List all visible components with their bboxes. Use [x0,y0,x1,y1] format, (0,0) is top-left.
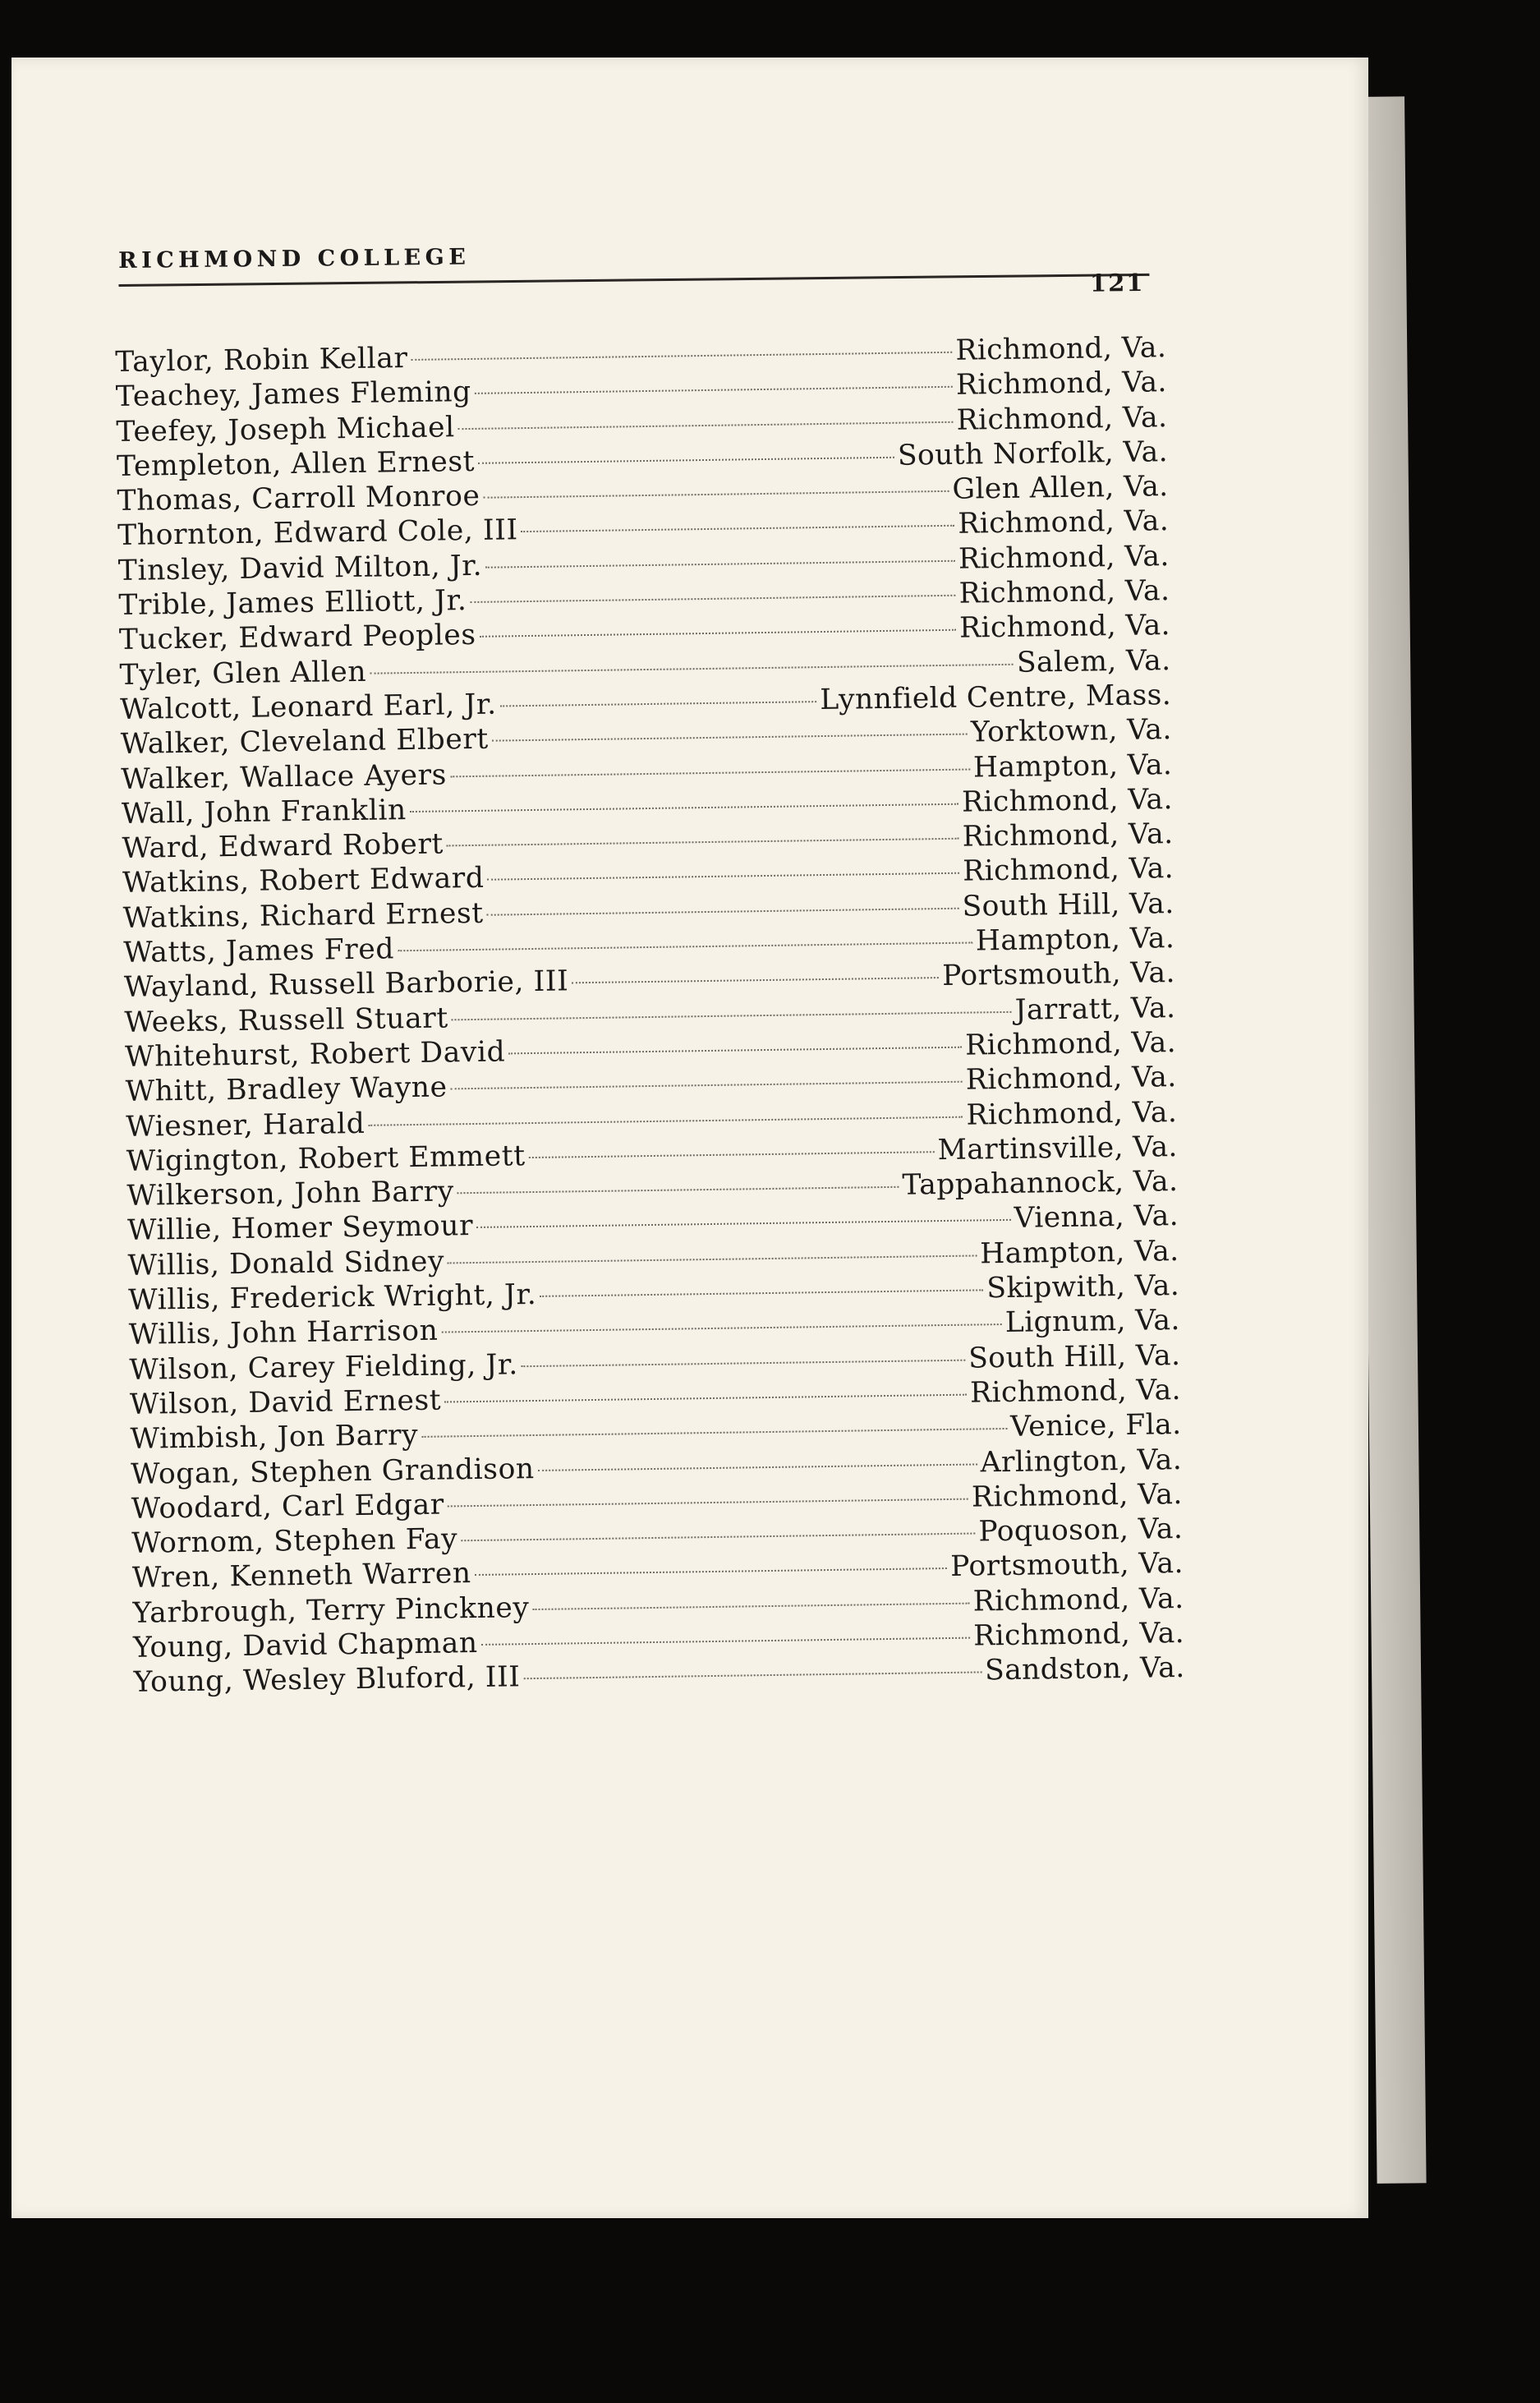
student-name: Teachey, James Fleming [115,375,472,414]
dot-leader [500,701,817,707]
dot-leader [457,1186,899,1195]
hometown: Richmond, Va. [958,609,1171,646]
student-name: Yarbrough, Terry Pinckney [132,1590,530,1630]
running-head-title: RICHMOND COLLEGE [118,244,471,274]
hometown: Richmond, Va. [971,1477,1183,1514]
student-name: Weeks, Russell Stuart [124,1001,449,1039]
hometown: Richmond, Va. [969,1373,1182,1410]
student-name: Walcott, Leonard Earl, Jr. [119,688,497,726]
dot-leader [458,421,954,429]
hometown: Vienna, Va. [1014,1199,1179,1236]
dot-leader [522,1359,966,1367]
hometown: Richmond, Va. [963,852,1175,889]
hometown: Skipwith, Va. [986,1269,1180,1305]
student-name: Wornom, Stephen Fay [131,1522,458,1560]
hometown: Richmond, Va. [972,1616,1185,1653]
dot-leader [524,1672,982,1680]
student-name: Woodard, Carl Edgar [131,1488,445,1526]
dot-leader [411,352,953,361]
hometown: South Norfolk, Va. [897,435,1169,472]
hometown: Richmond, Va. [966,1095,1178,1132]
student-name: Tyler, Glen Allen [119,655,367,692]
dot-leader [529,1151,935,1158]
hometown: South Hill, Va. [962,886,1175,923]
student-name: Templeton, Allen Ernest [116,444,476,483]
student-name: Wigington, Robert Emmett [126,1139,526,1178]
student-name: Watts, James Fred [123,932,395,969]
dot-leader [572,977,939,983]
dot-leader [487,907,959,915]
student-name: Watkins, Richard Ernest [122,896,485,935]
student-name: Walker, Wallace Ayers [121,757,448,796]
dot-leader [475,386,953,394]
dot-leader [492,734,968,742]
hometown: Lignum, Va. [1004,1304,1180,1340]
student-name: Willis, Donald Sidney [127,1245,445,1282]
student-name: Whitehurst, Robert David [124,1035,506,1074]
hometown: Yorktown, Va. [970,713,1172,749]
student-name: Willis, Frederick Wright, Jr. [127,1277,537,1317]
dot-leader [470,595,955,603]
student-name: Thomas, Carroll Monroe [117,480,480,518]
student-name: Wren, Kenneth Warren [131,1557,471,1595]
hometown: Richmond, Va. [961,782,1174,819]
dot-leader [478,457,894,464]
dot-leader [484,490,949,499]
hometown: Richmond, Va. [955,331,1167,367]
hometown: Richmond, Va. [964,1025,1177,1062]
student-name: Willis, John Harrison [128,1314,439,1352]
dot-leader [421,1428,1007,1438]
dot-leader [475,1567,948,1576]
student-name: Wilson, Carey Fielding, Jr. [129,1347,519,1387]
dot-leader [410,803,958,813]
student-roster [115,330,1185,1700]
dot-leader [481,1637,971,1646]
hometown: South Hill, Va. [968,1338,1181,1375]
dot-leader [444,1394,967,1403]
student-name: Willie, Homer Seymour [126,1209,474,1248]
hometown: Sandston, Va. [984,1651,1185,1687]
hometown: Hampton, Va. [972,748,1173,785]
student-name: Young, David Chapman [132,1626,478,1664]
dot-leader [540,1289,983,1297]
student-name: Wall, John Franklin [121,793,407,831]
student-name: Ward, Edward Robert [122,827,444,866]
header-rule [118,274,1149,287]
hometown: Jarratt, Va. [1014,991,1176,1027]
hometown: Richmond, Va. [958,504,1170,541]
student-name: Tucker, Edward Peoples [118,619,476,657]
running-header [118,237,1150,306]
student-name: Wogan, Stephen Grandison [130,1452,536,1491]
dot-leader [451,1081,963,1090]
dot-leader [508,1047,962,1055]
dot-leader [448,1254,977,1264]
hometown: Richmond, Va. [965,1061,1177,1097]
student-name: Wayland, Russell Barborie, III [123,964,569,1005]
dot-leader [368,1116,963,1126]
hometown: Hampton, Va. [979,1234,1179,1271]
hometown: Richmond, Va. [955,366,1168,403]
hometown: Salem, Va. [1016,643,1171,679]
hometown: Portsmouth, Va. [941,956,1176,993]
hometown: Glen Allen, Va. [952,470,1169,506]
student-name: Thornton, Edward Cole, III [117,513,518,553]
hometown: Arlington, Va. [980,1443,1183,1479]
dot-leader [441,1323,1002,1333]
hometown: Tappahannock, Va. [902,1165,1179,1202]
student-name: Wimbish, Jon Barry [130,1419,419,1457]
page-number: 121 [1089,268,1145,297]
student-name: Tinsley, David Milton, Jr. [117,549,483,587]
dot-leader [398,942,972,952]
dot-leader [488,872,960,881]
hometown: Richmond, Va. [962,817,1174,854]
student-name: Young, Wesley Bluford, III [133,1660,521,1700]
student-name: Wiesner, Harald [126,1107,365,1144]
hometown: Lynnfield Centre, Mass. [820,679,1172,717]
hometown: Richmond, Va. [958,539,1170,576]
student-name: Wilson, David Ernest [129,1383,442,1421]
student-name: Taylor, Robin Kellar [115,342,408,379]
student-name: Wilkerson, John Barry [126,1175,455,1213]
hometown: Venice, Fla. [1009,1408,1182,1444]
student-name: Teefey, Joseph Michael [116,410,456,449]
student-name: Whitt, Bradley Wayne [125,1070,448,1109]
dot-leader [461,1533,975,1542]
dot-leader [480,629,956,638]
dot-leader [476,1219,1010,1228]
dot-leader [538,1463,977,1471]
dot-leader [452,1010,1012,1020]
dot-leader [448,1498,968,1507]
dot-leader [447,838,959,847]
hometown: Portsmouth, Va. [949,1547,1184,1584]
hometown: Martinsville, Va. [937,1130,1179,1167]
dot-leader [450,768,970,777]
student-name: Watkins, Robert Edward [122,862,485,900]
dot-leader [485,560,955,569]
dot-leader [533,1602,970,1609]
hometown: Poquoson, Va. [978,1512,1184,1549]
dot-leader [522,525,955,532]
hometown: Hampton, Va. [975,922,1175,958]
student-name: Trible, James Elliott, Jr. [118,584,467,623]
hometown: Richmond, Va. [972,1581,1184,1618]
hometown: Richmond, Va. [958,574,1170,610]
dot-leader [370,663,1014,674]
student-name: Walker, Cleveland Elbert [120,722,490,762]
hometown: Richmond, Va. [956,400,1168,437]
